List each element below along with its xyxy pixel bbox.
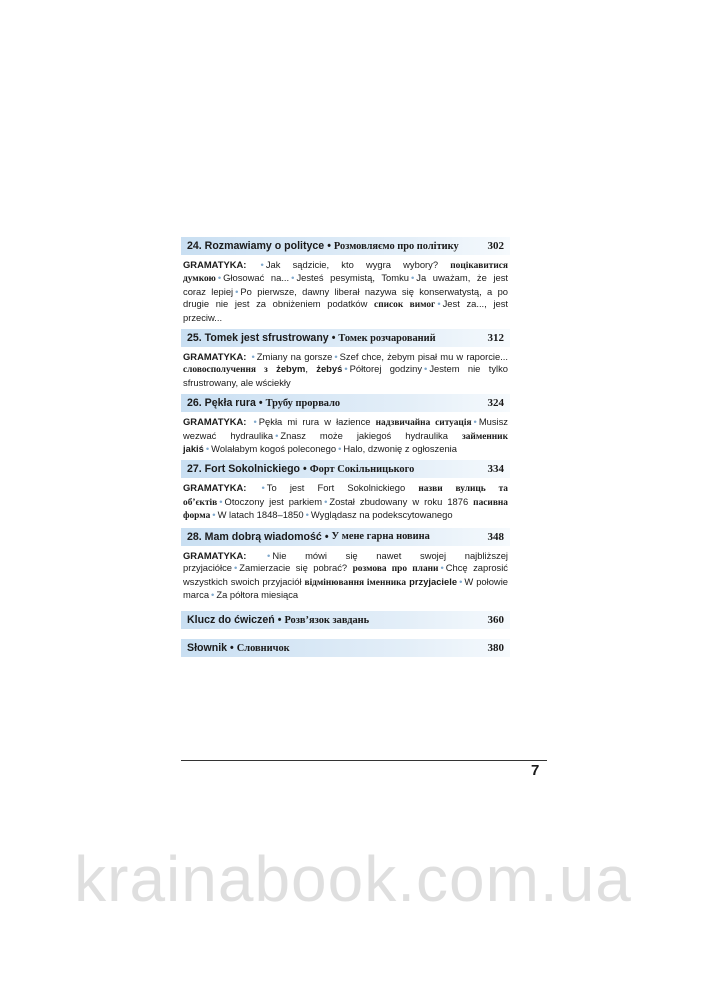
title-separator: • — [230, 642, 234, 655]
entry-title-pl: 26. Pękła rura — [187, 397, 256, 410]
topic-text: Jestem nie tylko sfrustrowany, ale wściekły — [183, 363, 508, 388]
grammar-label: GRAMATYKA: — [183, 549, 247, 561]
watermark: krainabook.com.ua — [74, 843, 632, 915]
entry-title-ua: Словничок — [236, 642, 290, 654]
entry-page-number: 334 — [487, 463, 504, 476]
bullet-icon: • — [344, 363, 348, 375]
grammar-keyword: przyjaciele — [409, 575, 458, 587]
grammar-topics — [181, 416, 510, 455]
toc-entry-header[interactable] — [181, 237, 510, 255]
toc-entry — [181, 237, 510, 324]
entry-title-pl: 27. Fort Sokolnickiego — [187, 463, 301, 476]
bullet-icon: • — [211, 588, 215, 600]
bullet-icon: • — [260, 259, 264, 270]
page-number: 7 — [531, 762, 540, 779]
bullet-icon: • — [305, 509, 309, 521]
toc-entry — [181, 611, 510, 629]
grammar-note-ua: розмова про плани — [352, 564, 439, 575]
bullet-icon: • — [324, 495, 328, 507]
bullet-icon: • — [275, 429, 279, 441]
toc-entry — [181, 329, 510, 389]
topic-text: Nie mówi się nawet swojej najbliższej przyjaciółce — [183, 549, 508, 574]
entry-page-number: 380 — [487, 642, 504, 655]
grammar-topics — [181, 550, 510, 602]
bullet-icon: • — [253, 416, 257, 428]
toc-entry-header[interactable] — [181, 329, 510, 347]
table-of-contents — [181, 237, 510, 662]
topic-text: Półtorej godziny — [349, 363, 423, 375]
topic-text: Chcę zaprosić wszystkich swoich przyjaciół — [183, 562, 508, 587]
grammar-label: GRAMATYKA: — [183, 482, 247, 494]
toc-entry-header[interactable] — [181, 528, 510, 546]
grammar-note-ua: надзвичайна ситуація — [375, 418, 472, 429]
topic-text: Ja uważam, że jest coraz lepiej — [183, 272, 508, 297]
entry-title-ua: Форт Сокільницького — [309, 463, 415, 475]
bullet-icon: • — [437, 298, 441, 310]
toc-entry — [181, 394, 510, 455]
topic-text: Musisz wezwać hydraulika — [183, 416, 508, 441]
topic-text: Został zbudowany w roku 1876 — [329, 495, 474, 507]
title-separator: • — [324, 530, 329, 543]
topic-text: Otoczony jest parkiem — [224, 495, 323, 507]
topic-text: Wolałabym kogoś poleconego — [211, 443, 337, 455]
title-separator: • — [303, 463, 307, 476]
grammar-note-ua: назви вулиць та об’єктів — [183, 484, 508, 508]
grammar-note-ua: займенник — [461, 431, 508, 442]
grammar-note-ua: поцікавитися думкою — [183, 261, 508, 285]
grammar-keyword: jakiś — [183, 443, 204, 455]
bullet-icon: • — [233, 562, 238, 574]
bullet-icon: • — [473, 416, 477, 428]
title-separator: • — [327, 240, 331, 252]
topic-text: Po pierwsze, dawny liberał nazywa się konserwatystą, a po drugie nie jest za obniżeniem podatków — [183, 285, 508, 310]
grammar-keyword: żebyś — [316, 363, 343, 375]
topic-text: Jest za..., jest przeciw... — [183, 298, 509, 323]
grammar-label: GRAMATYKA: — [183, 259, 247, 270]
topic-text: W połowie marca — [183, 575, 509, 600]
topic-text: Wyglądasz na podekscytowanego — [310, 509, 453, 521]
title-separator: • — [277, 614, 282, 627]
bullet-icon: • — [440, 562, 444, 574]
topic-text: Jak sądzicie, kto wygra wybory? — [265, 259, 451, 270]
topic-text: Zmiany na gorsze — [256, 351, 333, 363]
grammar-note-ua: список вимог — [374, 300, 436, 311]
topic-text: Pękła mi rura w łazience — [258, 416, 376, 428]
bullet-icon: • — [251, 351, 255, 363]
bullet-icon: • — [212, 509, 216, 521]
entry-title-pl: 24. Rozmawiamy o polityce — [187, 240, 325, 252]
topic-text: W latach 1848–1850 — [217, 509, 304, 521]
grammar-keyword: żebym — [276, 363, 306, 375]
bullet-icon: • — [219, 495, 223, 507]
entry-title-pl: 28. Mam dobrą wiadomość — [187, 530, 322, 543]
entry-page-number: 302 — [487, 240, 504, 252]
entry-title-pl: Słownik — [187, 642, 228, 655]
bullet-icon: • — [205, 443, 210, 455]
grammar-note-ua: словосполучення з — [183, 365, 268, 376]
footer-rule — [181, 760, 547, 761]
topic-text: , — [305, 363, 317, 375]
entry-page-number: 324 — [487, 397, 504, 410]
entry-title-pl: 25. Tomek jest sfrustrowany — [187, 332, 329, 345]
bullet-icon: • — [338, 443, 342, 455]
toc-entry-header[interactable] — [181, 460, 510, 478]
grammar-topics — [181, 259, 510, 324]
toc-entry — [181, 639, 510, 657]
bullet-icon: • — [235, 285, 239, 297]
entry-title-ua: Трубу прорвало — [265, 397, 341, 409]
bullet-icon: • — [459, 575, 463, 587]
bullet-icon: • — [424, 363, 428, 375]
topic-text: Za półtora miesiąca — [216, 588, 299, 600]
toc-entry-header[interactable] — [181, 639, 510, 657]
bullet-icon: • — [291, 272, 295, 284]
entry-title-ua: У мене гарна новина — [331, 531, 430, 543]
toc-entry — [181, 528, 510, 602]
topic-text: To jest Fort Sokolnickiego — [266, 482, 419, 494]
entry-title-ua: Томек розчарований — [338, 332, 436, 344]
toc-entry-header[interactable] — [181, 611, 510, 629]
toc-entry-header[interactable] — [181, 394, 510, 412]
grammar-note-ua: відмінювання іменника — [304, 577, 407, 588]
topic-text: Jesteś pesymistą, Tomku — [296, 272, 409, 284]
entry-title-pl: Klucz do ćwiczeń — [187, 614, 275, 627]
grammar-label: GRAMATYKA: — [183, 351, 247, 363]
toc-entry — [181, 460, 510, 522]
topic-text: Znasz może jakiegoś hydraulika — [280, 429, 462, 441]
entry-page-number: 360 — [487, 614, 504, 627]
grammar-topics — [181, 482, 510, 522]
bullet-icon: • — [267, 549, 271, 561]
topic-text — [268, 363, 276, 374]
topic-text: Głosować na... — [223, 272, 290, 284]
topic-text: Szef chce, żebym pisał mu w raporcie... — [339, 351, 509, 363]
grammar-topics — [181, 351, 510, 389]
bullet-icon: • — [410, 272, 415, 284]
grammar-label: GRAMATYKA: — [183, 416, 247, 428]
entry-title-ua: Розв’язок завдань — [284, 614, 370, 626]
entry-page-number: 348 — [487, 530, 504, 543]
topic-text: Halo, dzwonię z ogłoszenia — [343, 443, 457, 455]
topic-text: Zamierzacie się pobrać? — [239, 562, 353, 574]
bullet-icon: • — [261, 482, 265, 494]
title-separator: • — [258, 397, 263, 410]
bullet-icon: • — [217, 272, 222, 284]
entry-title-ua: Розмовляємо про політику — [333, 240, 459, 252]
bullet-icon: • — [334, 351, 338, 363]
grammar-note-ua: пасивна форма — [183, 497, 508, 522]
title-separator: • — [331, 332, 336, 345]
entry-page-number: 312 — [487, 332, 504, 345]
